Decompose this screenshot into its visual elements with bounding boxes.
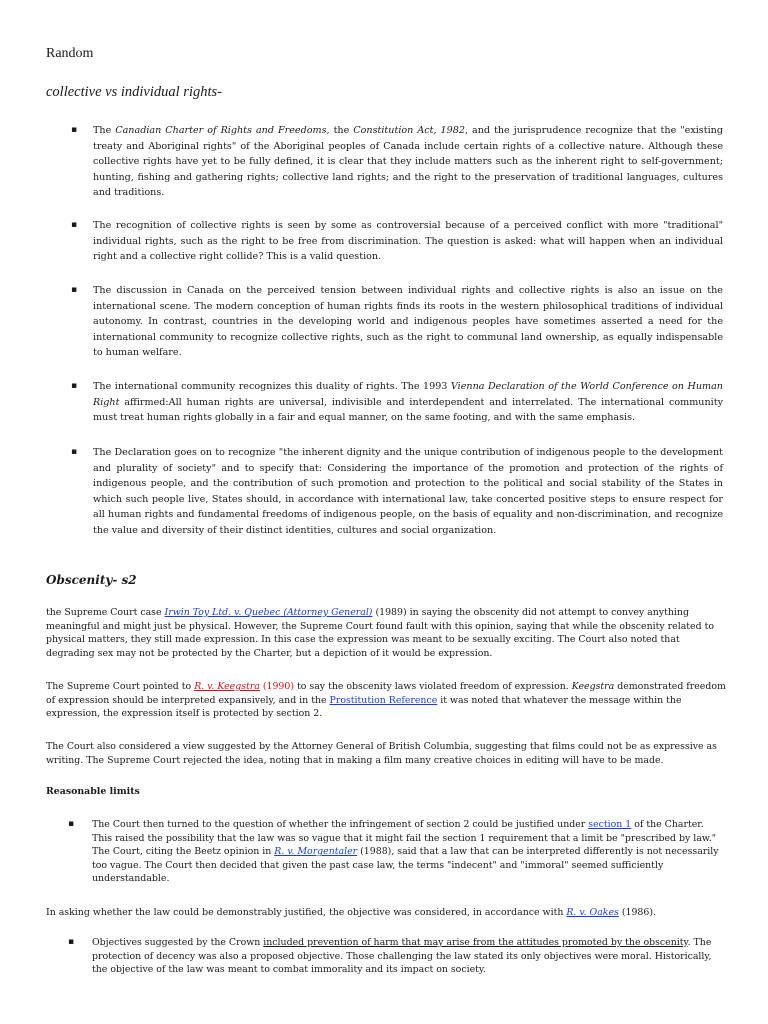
obscenity-heading: Obscenity- s2	[46, 573, 137, 587]
objectives-bullet: ▪ Objectives suggested by the Crown included prevention of harm that may arise from the attitudes promoted by the obscenity. The protection of decency was also a proposed objective. Those challenging the law stated its only objectives were moral. Historically, the objective of the law was meant to combat immorality and its impact on society.	[68, 937, 712, 976]
bullet-icon: ▪	[71, 220, 78, 230]
prostitution-reference-link[interactable]: Prostitution Reference	[329, 694, 438, 706]
bullet-item	[71, 379, 723, 426]
bullet-item	[71, 445, 723, 539]
bullet-icon: ▪	[71, 125, 78, 135]
bullet-item	[71, 123, 723, 201]
reasonable-limits-heading: Reasonable limits	[46, 786, 140, 797]
bullet-text: The recognition of collective rights is seen by some as controversial because of a perceived conflict with more "traditional" individual rights, such as the right to be free from discrimination. The question is asked: what will happen when an individual right and a collective right collide? This is a valid question.	[93, 220, 723, 263]
paragraph-keegstra: The Supreme Court pointed to R. v. Keegstra (1990) to say the obscenity laws violated freedom of expression. Keegstra demonstrated freedom of expression should be interpreted expansively, and in the Prostitution Reference it was noted that whatever the message within the expression, the expression itself is protected by section 2.	[46, 681, 726, 720]
bullet-icon: ▪	[71, 285, 78, 295]
paragraph-bc-films: The Court also considered a view suggested by the Attorney General of British Columbia, suggesting that films could not be as expressive as writing. The Supreme Court rejected the idea, noting that in making a film many creative choices in editing will have to be made.	[46, 741, 717, 766]
bullet-text: The Canadian Charter of Rights and Freedoms, the Constitution Act, 1982, and the jurisprudence recognize that the "existing treaty and Aboriginal rights" of the Aboriginal peoples of Canada include certain rights of a collective nature. Although these collective rights have yet to be fully defined, it is clear that they include matters such as the inherent right to self-government; hunting, fishing and gathering rights; collective land rights; and the right to the preservation of traditional languages, cultures and traditions.	[93, 125, 723, 199]
bullet-item	[71, 218, 723, 265]
limits-bullet: ▪ The Court then turned to the question of whether the infringement of section 2 could be justified under section 1 of the Charter. This raised the possibility that the law was so vague that it might fail the section 1 requirement that a limit be "prescribed by law." The Court, citing the Beetz opinion in R. v. Morgentaler (1988), said that a law that can be interpreted differently is not necessarily too vague. The Court then decided that given the past case law, the terms "indecent" and "immoral" seemed sufficiently understandable.	[68, 819, 719, 885]
keegstra-link[interactable]: R. v. Keegstra	[194, 681, 260, 692]
bullet-icon: ▪	[68, 819, 75, 829]
bullet-text: The international community recognizes this duality of rights. The 1993 Vienna Declaration of the World Conference on Human Right affirmed:All human rights are universal, indivisible and interdependent and interrelated. The international community must treat human rights globally in a fair and equal manner, on the same footing, and with the same emphasis.	[93, 381, 723, 424]
bullet-icon: ▪	[71, 381, 78, 391]
bullet-text: The Declaration goes on to recognize "the inherent dignity and the unique contribution of indigenous people to the development and plurality of society" and to specify that: Considering the importance of the promotion and protection of the rights of indigenous people, and the contribution of such promotion and protection to the political and social stability of the States in which such people live, States should, in accordance with international law, take concerted positive steps to ensure respect for all human rights and fundamental freedoms of indigenous people, on the basis of equality and non-discrimination, and recognize the value and diversity of their distinct identities, cultures and social organization.	[93, 447, 723, 536]
bullet-text: The discussion in Canada on the perceived tension between individual rights and collective rights is also an issue on the international scene. The modern conception of human rights finds its roots in the western philosophical traditions of individual autonomy. In contrast, countries in the developing world and indigenous peoples have sometimes asserted a need for the international community to recognize collective rights, such as the right to communal land ownership, as equally indispensable to human welfare.	[93, 285, 723, 359]
irwin-toy-link[interactable]: Irwin Toy Ltd. v. Quebec (Attorney General)	[164, 607, 373, 618]
section-1-link[interactable]: section 1	[588, 819, 632, 830]
paragraph-oakes: In asking whether the law could be demonstrably justified, the objective was considered, in accordance with R. v. Oakes (1986).	[46, 907, 656, 918]
paragraph-irwin-toy: the Supreme Court case Irwin Toy Ltd. v. Quebec (Attorney General) (1989) in saying the obscenity did not attempt to convey anything meaningful and might just be physical. However, the Supreme Court found fault with this opinion, saying that while the obscenity related to physical matters, they still made expression. In this case the expression was meant to be sexually exciting. The Court also noted that degrading sex may not be protected by the Charter, but a depiction of it would be expression.	[46, 607, 714, 659]
bullet-item	[71, 283, 723, 361]
bullet-icon: ▪	[71, 447, 78, 457]
section-title: collective vs individual rights-	[46, 84, 222, 100]
document-label: Random	[46, 46, 94, 61]
oakes-link[interactable]: R. v. Oakes	[566, 907, 619, 918]
bullet-icon: ▪	[68, 937, 75, 947]
morgentaler-link[interactable]: R. v. Morgentaler	[274, 846, 358, 858]
